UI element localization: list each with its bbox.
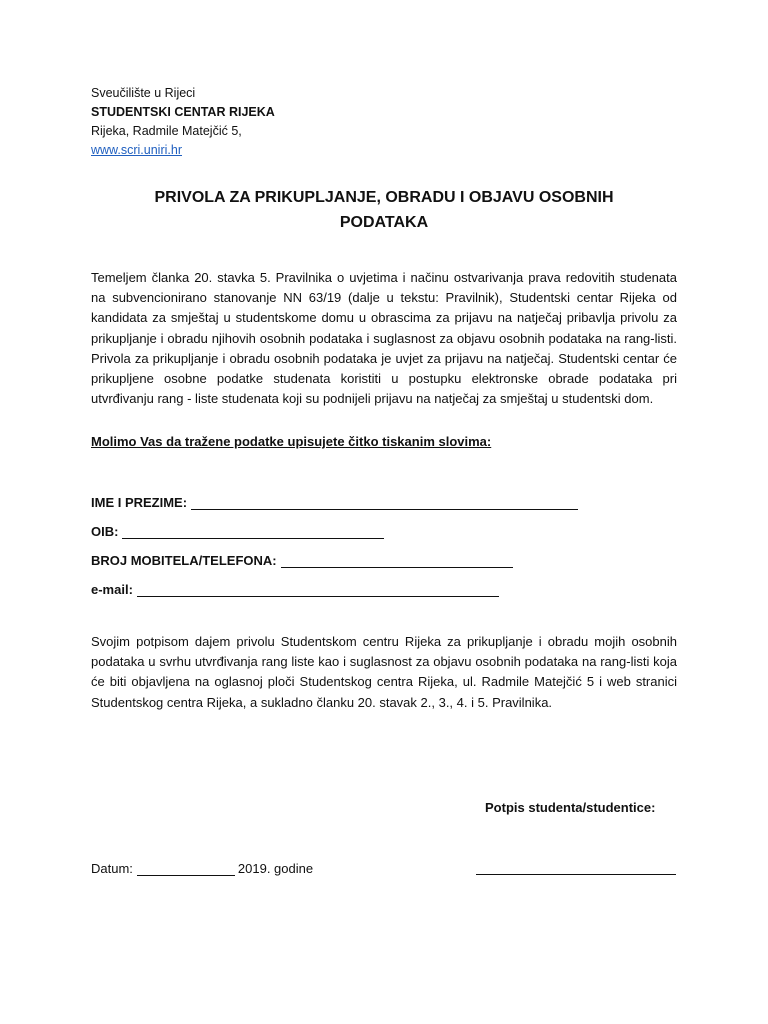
- name-field: [91, 492, 578, 510]
- institution-header: [91, 84, 275, 160]
- institution-address: Rijeka, Radmile Matejčić 5,: [91, 124, 242, 138]
- institution-name: STUDENTSKI CENTAR RIJEKA: [91, 105, 275, 119]
- date-label: Datum:: [91, 861, 133, 876]
- document-title: [120, 185, 648, 235]
- email-field: [91, 579, 499, 597]
- signature-line[interactable]: [476, 874, 676, 875]
- phone-field: [91, 550, 513, 568]
- email-input-line[interactable]: [137, 582, 499, 597]
- oib-input-line[interactable]: [122, 524, 384, 539]
- name-label: IME I PREZIME:: [91, 495, 188, 510]
- oib-field: [91, 521, 384, 539]
- instruction-text: Molimo Vas da tražene podatke upisujete čitko tiskanim slovima:: [91, 434, 492, 449]
- title-line-1: PRIVOLA ZA PRIKUPLJANJE, OBRADU I OBJAVU OSOBNIH: [154, 189, 614, 206]
- signature-label: Potpis studenta/studentice:: [485, 800, 656, 815]
- date-field: [91, 858, 313, 876]
- oib-label: OIB:: [91, 524, 119, 539]
- phone-label: BROJ MOBITELA/TELEFONA:: [91, 553, 277, 568]
- name-input-line[interactable]: [191, 495, 578, 510]
- university-name: Sveučilište u Rijeci: [91, 86, 196, 100]
- website-link[interactable]: www.scri.uniri.hr: [91, 143, 182, 157]
- phone-input-line[interactable]: [281, 553, 513, 568]
- date-suffix: 2019. godine: [237, 861, 314, 876]
- date-input-line[interactable]: [137, 861, 235, 876]
- intro-paragraph: Temeljem članka 20. stavka 5. Pravilnika o uvjetima i načinu ostvarivanja prava redovitih studenata na subvencionirano stanovanje NN 63/19 (dalje u tekstu: Pravilnik), Studentski centar Rijeka od kandidata za smještaj u studentskome domu u obrascima za prijavu na natječaj pribavlja privolu za prikupljanje i obradu njihovih osobnih podataka i suglasnost za objavu osobnih podataka na rang-listi. Privola za prikupljanje i obradu osobnih podataka je uvjet za prijavu na natječaj. Studentski centar će prikupljene osobne podatke studenata koristiti u postupku elektronske obrade podataka pri utvrđivanju rang - liste studenata koji su podnijeli prijavu na natječaj za smještaj u studentski dom.: [91, 270, 677, 407]
- consent-paragraph: Svojim potpisom dajem privolu Studentskom centru Rijeka za prikupljanje i obradu mojih osobnih podataka u svrhu utvrđivanja rang liste kao i suglasnost za objavu osobnih podataka na rang-listi koja će biti objavljena na oglasnoj ploči Studentskog centra Rijeka, ul. Radmile Matejčić 5 i web stranici Studentskog centra Rijeka, a sukladno članku 20. stavak 2., 3., 4. i 5. Pravilnika.: [91, 634, 677, 710]
- email-label: e-mail:: [91, 582, 133, 597]
- title-line-2: PODATAKA: [339, 214, 429, 231]
